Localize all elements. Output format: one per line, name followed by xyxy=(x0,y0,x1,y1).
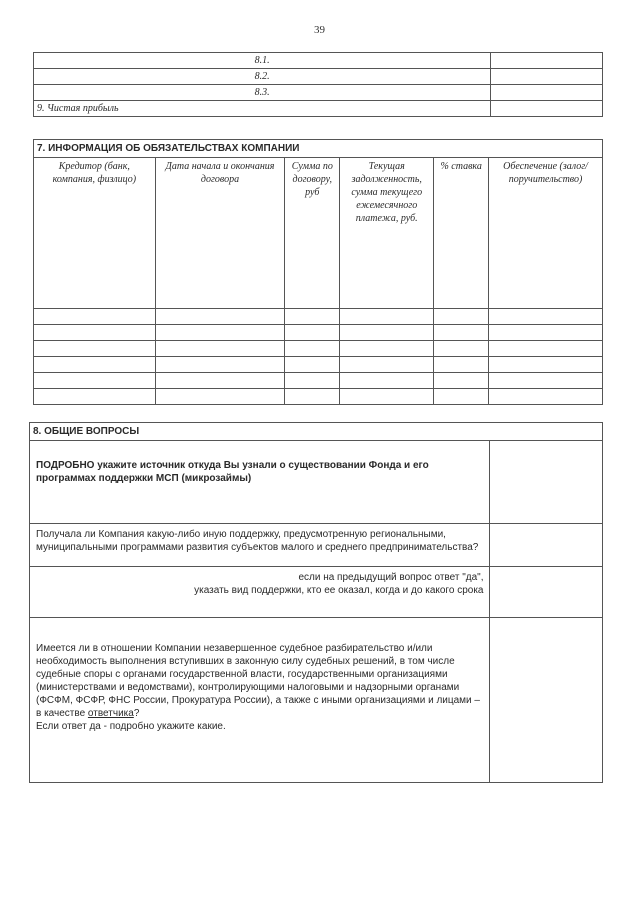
value-cell[interactable] xyxy=(491,101,603,117)
table-cell[interactable] xyxy=(340,389,434,405)
answer-cell[interactable] xyxy=(490,441,603,524)
table-cell[interactable] xyxy=(489,389,603,405)
table-cell[interactable] xyxy=(434,373,489,389)
litigation-followup: Если ответ да - подробно укажите какие. xyxy=(36,721,226,732)
column-header: Обеспечение (залог/поручительство) xyxy=(489,158,603,309)
question-source-text: ПОДРОБНО укажите источник откуда Вы узнали о существовании Фонда и его программах поддержки МСП (микрозаймы) xyxy=(30,441,490,524)
table-cell[interactable] xyxy=(340,325,434,341)
section-title: 8. ОБЩИЕ ВОПРОСЫ xyxy=(30,423,603,441)
question-row xyxy=(30,618,603,783)
header-row xyxy=(34,158,603,309)
table-cell[interactable] xyxy=(434,341,489,357)
table-cell[interactable] xyxy=(285,373,340,389)
value-cell[interactable] xyxy=(491,69,603,85)
question-row xyxy=(30,441,603,524)
row-label: 8.3. xyxy=(34,85,491,101)
section-title: 7. ИНФОРМАЦИЯ ОБ ОБЯЗАТЕЛЬСТВАХ КОМПАНИИ xyxy=(34,140,603,158)
table-cell[interactable] xyxy=(155,309,285,325)
table-cell[interactable] xyxy=(434,357,489,373)
table-cell[interactable] xyxy=(434,309,489,325)
support-details-line: если на предыдущий вопрос ответ "да", xyxy=(298,572,484,583)
table-cell[interactable] xyxy=(155,357,285,373)
question-row xyxy=(30,524,603,567)
page-number: 39 xyxy=(314,24,325,36)
table-row xyxy=(34,85,603,101)
table-row xyxy=(34,389,603,405)
table-cell[interactable] xyxy=(489,357,603,373)
question-other-support-text: Получала ли Компания какую-либо иную поддержку, предусмотренную региональными, муниципальными программами развития субъектов малого и среднего предпринимательства? xyxy=(30,524,490,567)
table-cell[interactable] xyxy=(340,341,434,357)
profit-table xyxy=(33,52,603,117)
table-row xyxy=(34,325,603,341)
support-details-line: указать вид поддержки, кто ее оказал, когда и до какого срока xyxy=(194,585,484,596)
table-row xyxy=(34,69,603,85)
value-cell[interactable] xyxy=(491,53,603,69)
column-header: Дата начала и окончания договора xyxy=(155,158,285,309)
table-row xyxy=(34,101,603,117)
table-cell[interactable] xyxy=(285,389,340,405)
answer-cell[interactable] xyxy=(490,618,603,783)
table-cell[interactable] xyxy=(34,373,156,389)
table-cell[interactable] xyxy=(34,389,156,405)
row-label: 9. Чистая прибыль xyxy=(34,101,491,117)
table-cell[interactable] xyxy=(155,389,285,405)
question-litigation xyxy=(30,618,490,783)
row-label: 8.2. xyxy=(34,69,491,85)
table-cell[interactable] xyxy=(489,325,603,341)
table-cell[interactable] xyxy=(340,357,434,373)
obligations-table xyxy=(33,139,603,405)
table-cell[interactable] xyxy=(489,309,603,325)
litigation-text: Имеется ли в отношении Компании незавершенное судебное разбирательство и/или необходимость выполнения вступивших в законную силу судебных решений, в том числе судебные споры с органами государственной власти, государственными организациями (министерствами и ведомствами), контролирующими налоговыми и надзорными органами (ФСФМ, ФСФР, ФНС России, Прокуратура России), а также с иными организациями и лицами – в качестве xyxy=(36,643,480,719)
table-cell[interactable] xyxy=(285,341,340,357)
table-cell[interactable] xyxy=(285,309,340,325)
value-cell[interactable] xyxy=(491,85,603,101)
table-row xyxy=(34,357,603,373)
question-row xyxy=(30,567,603,618)
table-cell[interactable] xyxy=(155,373,285,389)
table-cell[interactable] xyxy=(285,357,340,373)
column-header: Сумма по договору, руб xyxy=(285,158,340,309)
column-header: % ставка xyxy=(434,158,489,309)
table-cell[interactable] xyxy=(434,325,489,341)
table-cell[interactable] xyxy=(155,341,285,357)
answer-cell[interactable] xyxy=(490,567,603,618)
defendant-word: ответчика xyxy=(87,708,134,719)
table-row xyxy=(34,53,603,69)
column-header: Текущая задолженность, сумма текущего ежемесячного платежа, руб. xyxy=(340,158,434,309)
table-row xyxy=(34,309,603,325)
table-cell[interactable] xyxy=(434,389,489,405)
table-cell[interactable] xyxy=(340,309,434,325)
table-cell[interactable] xyxy=(34,309,156,325)
table-cell[interactable] xyxy=(285,325,340,341)
table-row xyxy=(34,373,603,389)
table-cell[interactable] xyxy=(155,325,285,341)
question-support-details xyxy=(30,567,490,618)
general-questions-table xyxy=(29,422,603,783)
table-cell[interactable] xyxy=(34,357,156,373)
table-cell[interactable] xyxy=(340,373,434,389)
table-cell[interactable] xyxy=(489,373,603,389)
table-row xyxy=(34,341,603,357)
table-cell[interactable] xyxy=(34,325,156,341)
table-cell[interactable] xyxy=(34,341,156,357)
question-mark: ? xyxy=(133,708,140,719)
answer-cell[interactable] xyxy=(490,524,603,567)
column-header: Кредитор (банк, компания, физлицо) xyxy=(34,158,156,309)
table-cell[interactable] xyxy=(489,341,603,357)
row-label: 8.1. xyxy=(34,53,491,69)
